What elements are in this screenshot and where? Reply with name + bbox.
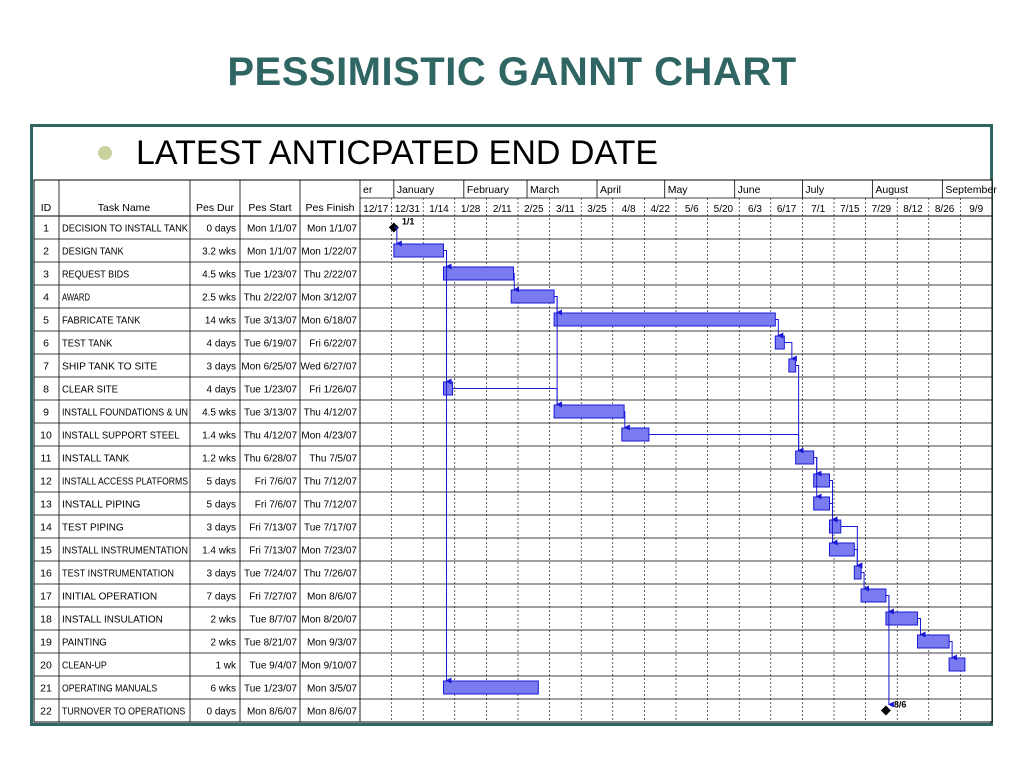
- week-tick-label: 7/29: [871, 204, 892, 215]
- column-header: Pes Dur: [196, 202, 234, 214]
- column-header: Task Name: [97, 202, 151, 214]
- task-name: INSTALL FOUNDATIONS & UN: [62, 407, 188, 419]
- task-id: 18: [40, 613, 52, 626]
- task-name: INSTALL TANK: [62, 453, 130, 465]
- task-start: Tue 1/23/07: [243, 269, 297, 281]
- task-duration: 2 wks: [210, 614, 236, 626]
- task-finish: Fri 6/22/07: [309, 338, 357, 350]
- task-start: Tue 3/13/07: [243, 315, 297, 327]
- task-finish: Thu 7/12/07: [303, 476, 357, 488]
- gantt-border: [34, 180, 992, 722]
- task-bar: [949, 658, 965, 671]
- week-tick-label: 3/25: [587, 204, 607, 215]
- week-tick-label: 1/28: [460, 204, 481, 215]
- month-label: July: [805, 184, 825, 196]
- task-start: Tue 8/21/07: [243, 637, 297, 649]
- task-name: INSTALL ACCESS PLATFORMS: [62, 476, 189, 488]
- week-tick-label: 4/22: [650, 204, 670, 215]
- task-bar: [829, 520, 840, 533]
- task-bar: [918, 635, 950, 648]
- task-start: Tue 1/23/07: [243, 384, 297, 396]
- task-start: Tue 8/7/07: [249, 614, 297, 626]
- task-bar: [554, 313, 775, 326]
- week-tick-label: 12/31: [394, 204, 420, 215]
- task-id: 17: [40, 590, 52, 603]
- task-id: 11: [40, 452, 52, 465]
- task-start: Tue 3/13/07: [243, 407, 297, 419]
- task-start: Thu 4/12/07: [243, 430, 297, 442]
- month-label: February: [466, 184, 509, 196]
- task-name: INSTALL SUPPORT STEEL: [62, 430, 180, 442]
- task-bar: [829, 543, 854, 556]
- task-name: DECISION TO INSTALL TANK: [62, 223, 189, 235]
- task-name: CLEAN-UP: [62, 660, 108, 672]
- month-label: January: [396, 184, 435, 196]
- task-bar: [511, 290, 554, 303]
- week-tick-label: 9/9: [969, 204, 984, 215]
- week-tick-label: 5/20: [713, 204, 734, 215]
- task-bar: [796, 451, 814, 464]
- task-bar: [814, 497, 830, 510]
- task-duration: 7 days: [206, 591, 236, 603]
- task-finish: Tue 7/17/07: [303, 522, 357, 534]
- task-finish: Mon 8/20/07: [301, 614, 357, 626]
- week-tick-label: 12/17: [363, 204, 389, 215]
- task-name: PAINTING: [62, 637, 108, 649]
- task-bar: [789, 359, 796, 372]
- slide-title: PESSIMISTIC GANNT CHART: [227, 50, 797, 94]
- task-start: Thu 2/22/07: [243, 292, 297, 304]
- task-duration: 14 wks: [204, 315, 236, 327]
- task-start: Thu 6/28/07: [243, 453, 297, 465]
- task-duration: 5 days: [206, 499, 236, 511]
- task-bar: [814, 474, 830, 487]
- week-tick-label: 1/14: [429, 204, 449, 215]
- task-finish: Mon 4/23/07: [301, 430, 357, 442]
- task-duration: 4.5 wks: [202, 269, 236, 281]
- task-duration: 3 days: [206, 522, 236, 534]
- task-id: 10: [40, 429, 52, 442]
- task-finish: Thu 2/22/07: [303, 269, 357, 281]
- task-finish: Thu 7/26/07: [303, 568, 357, 580]
- task-bar: [554, 405, 624, 418]
- task-id: 4: [43, 291, 49, 304]
- task-start: Fri 7/13/07: [249, 545, 297, 557]
- task-bar: [394, 244, 444, 257]
- task-finish: Mon 1/1/07: [306, 223, 357, 235]
- task-start: Fri 7/6/07: [254, 476, 297, 488]
- task-name: TEST INSTRUMENTATION: [62, 568, 174, 580]
- task-id: 21: [40, 682, 52, 695]
- task-name: DESIGN TANK: [62, 246, 124, 258]
- task-name: FABRICATE TANK: [62, 315, 141, 327]
- task-duration: 4 days: [206, 338, 236, 350]
- month-label: August: [875, 184, 909, 196]
- week-tick-label: 2/11: [492, 204, 512, 215]
- task-start: Tue 6/19/07: [243, 338, 297, 350]
- task-duration: 6 wks: [210, 683, 236, 695]
- task-id: 20: [40, 659, 52, 672]
- task-finish: Thu 4/12/07: [303, 407, 357, 419]
- task-finish: Mon 9/3/07: [306, 637, 357, 649]
- task-id: 14: [40, 521, 52, 534]
- task-duration: 0 days: [206, 706, 236, 718]
- month-label: June: [737, 184, 761, 196]
- task-finish: Fri 1/26/07: [309, 384, 357, 396]
- task-bar: [444, 681, 539, 694]
- task-id: 6: [43, 337, 49, 350]
- task-start: Tue 7/24/07: [243, 568, 297, 580]
- task-name: CLEAR SITE: [62, 384, 119, 396]
- month-label: September: [945, 184, 997, 196]
- task-name: TURNOVER TO OPERATIONS: [62, 706, 186, 718]
- task-start: Fri 7/6/07: [254, 499, 297, 511]
- task-finish: Mon 3/12/07: [301, 292, 357, 304]
- task-finish: Wed 6/27/07: [300, 361, 357, 373]
- task-duration: 4 days: [206, 384, 236, 396]
- week-tick-label: 8/26: [934, 204, 955, 215]
- month-label: March: [530, 184, 560, 196]
- task-id: 7: [43, 360, 49, 373]
- task-start: Tue 1/23/07: [243, 683, 297, 695]
- task-duration: 1.4 wks: [202, 545, 236, 557]
- task-duration: 4.5 wks: [202, 407, 236, 419]
- week-tick-label: 3/11: [556, 204, 575, 215]
- week-tick-label: 6/3: [748, 204, 762, 215]
- task-duration: 5 days: [206, 476, 236, 488]
- column-header: Pes Start: [248, 202, 292, 214]
- task-id: 9: [43, 406, 49, 419]
- task-id: 19: [40, 636, 52, 649]
- task-name: AWARD: [62, 292, 90, 304]
- task-id: 3: [43, 268, 49, 281]
- task-id: 1: [43, 222, 49, 235]
- task-duration: 1.4 wks: [202, 430, 236, 442]
- task-name: OPERATING MANUALS: [62, 683, 158, 695]
- task-finish: Mon 7/23/07: [301, 545, 357, 557]
- milestone-label: 8/6: [893, 699, 907, 710]
- task-id: 16: [40, 567, 52, 580]
- task-id: 5: [43, 314, 49, 327]
- task-id: 2: [43, 245, 49, 258]
- task-finish: Mon 6/18/07: [301, 315, 357, 327]
- task-finish: Mon 8/6/07: [306, 591, 357, 603]
- task-name: INSTALL INSULATION: [62, 614, 163, 626]
- task-start: Mon 1/1/07: [246, 223, 297, 235]
- task-name: TEST TANK: [62, 338, 113, 350]
- task-start: Mon 8/6/07: [246, 706, 297, 718]
- task-name: SHIP TANK TO SITE: [62, 361, 158, 373]
- column-header: Pes Finish: [305, 202, 355, 214]
- task-finish: Mon 8/6/07: [306, 706, 357, 718]
- week-tick-label: 4/8: [621, 204, 636, 215]
- week-tick-label: 8/12: [903, 204, 923, 215]
- task-bar: [861, 589, 886, 602]
- column-header: ID: [40, 202, 52, 214]
- task-duration: 0 days: [206, 223, 236, 235]
- week-tick-label: 7/1: [811, 204, 826, 215]
- task-start: Tue 9/4/07: [249, 660, 297, 672]
- task-id: 13: [40, 498, 52, 511]
- task-finish: Mon 1/22/07: [301, 246, 357, 258]
- bullet-text: LATEST ANTICPATED END DATE: [136, 133, 659, 172]
- task-duration: 2 wks: [210, 637, 236, 649]
- task-start: Fri 7/27/07: [249, 591, 297, 603]
- task-finish: Mon 9/10/07: [301, 660, 357, 672]
- task-bar: [886, 612, 918, 625]
- month-label: er: [363, 184, 373, 196]
- task-duration: 3.2 wks: [202, 246, 236, 258]
- milestone-label: 1/1: [401, 216, 415, 227]
- task-start: Mon 6/25/07: [241, 361, 297, 373]
- week-tick-label: 5/6: [684, 204, 699, 215]
- task-bar: [622, 428, 649, 441]
- task-start: Mon 1/1/07: [246, 246, 297, 258]
- task-finish: Thu 7/5/07: [309, 453, 357, 465]
- task-start: Fri 7/13/07: [249, 522, 297, 534]
- task-finish: Mon 3/5/07: [306, 683, 357, 695]
- task-bar: [444, 382, 453, 395]
- task-name: INSTALL INSTRUMENTATION: [62, 545, 188, 557]
- task-id: 8: [43, 383, 49, 396]
- task-finish: Thu 7/12/07: [303, 499, 357, 511]
- task-duration: 3 days: [206, 568, 236, 580]
- task-id: 22: [40, 705, 52, 718]
- week-tick-label: 6/17: [776, 204, 797, 215]
- task-duration: 1.2 wks: [202, 453, 236, 465]
- task-bar: [444, 267, 514, 280]
- week-tick-label: 7/15: [840, 204, 860, 215]
- task-name: TEST PIPING: [62, 522, 124, 534]
- task-duration: 3 days: [206, 361, 236, 373]
- task-bar: [854, 566, 861, 579]
- task-id: 15: [40, 544, 52, 557]
- week-tick-label: 2/25: [524, 204, 544, 215]
- task-duration: 1 wk: [215, 660, 236, 672]
- month-label: May: [667, 184, 688, 196]
- task-bar: [775, 336, 784, 349]
- task-name: INSTALL PIPING: [62, 499, 141, 511]
- task-name: REQUEST BIDS: [62, 269, 130, 281]
- task-id: 12: [40, 475, 52, 488]
- task-name: INITIAL OPERATION: [62, 591, 158, 603]
- month-label: April: [600, 184, 622, 196]
- task-duration: 2.5 wks: [202, 292, 236, 304]
